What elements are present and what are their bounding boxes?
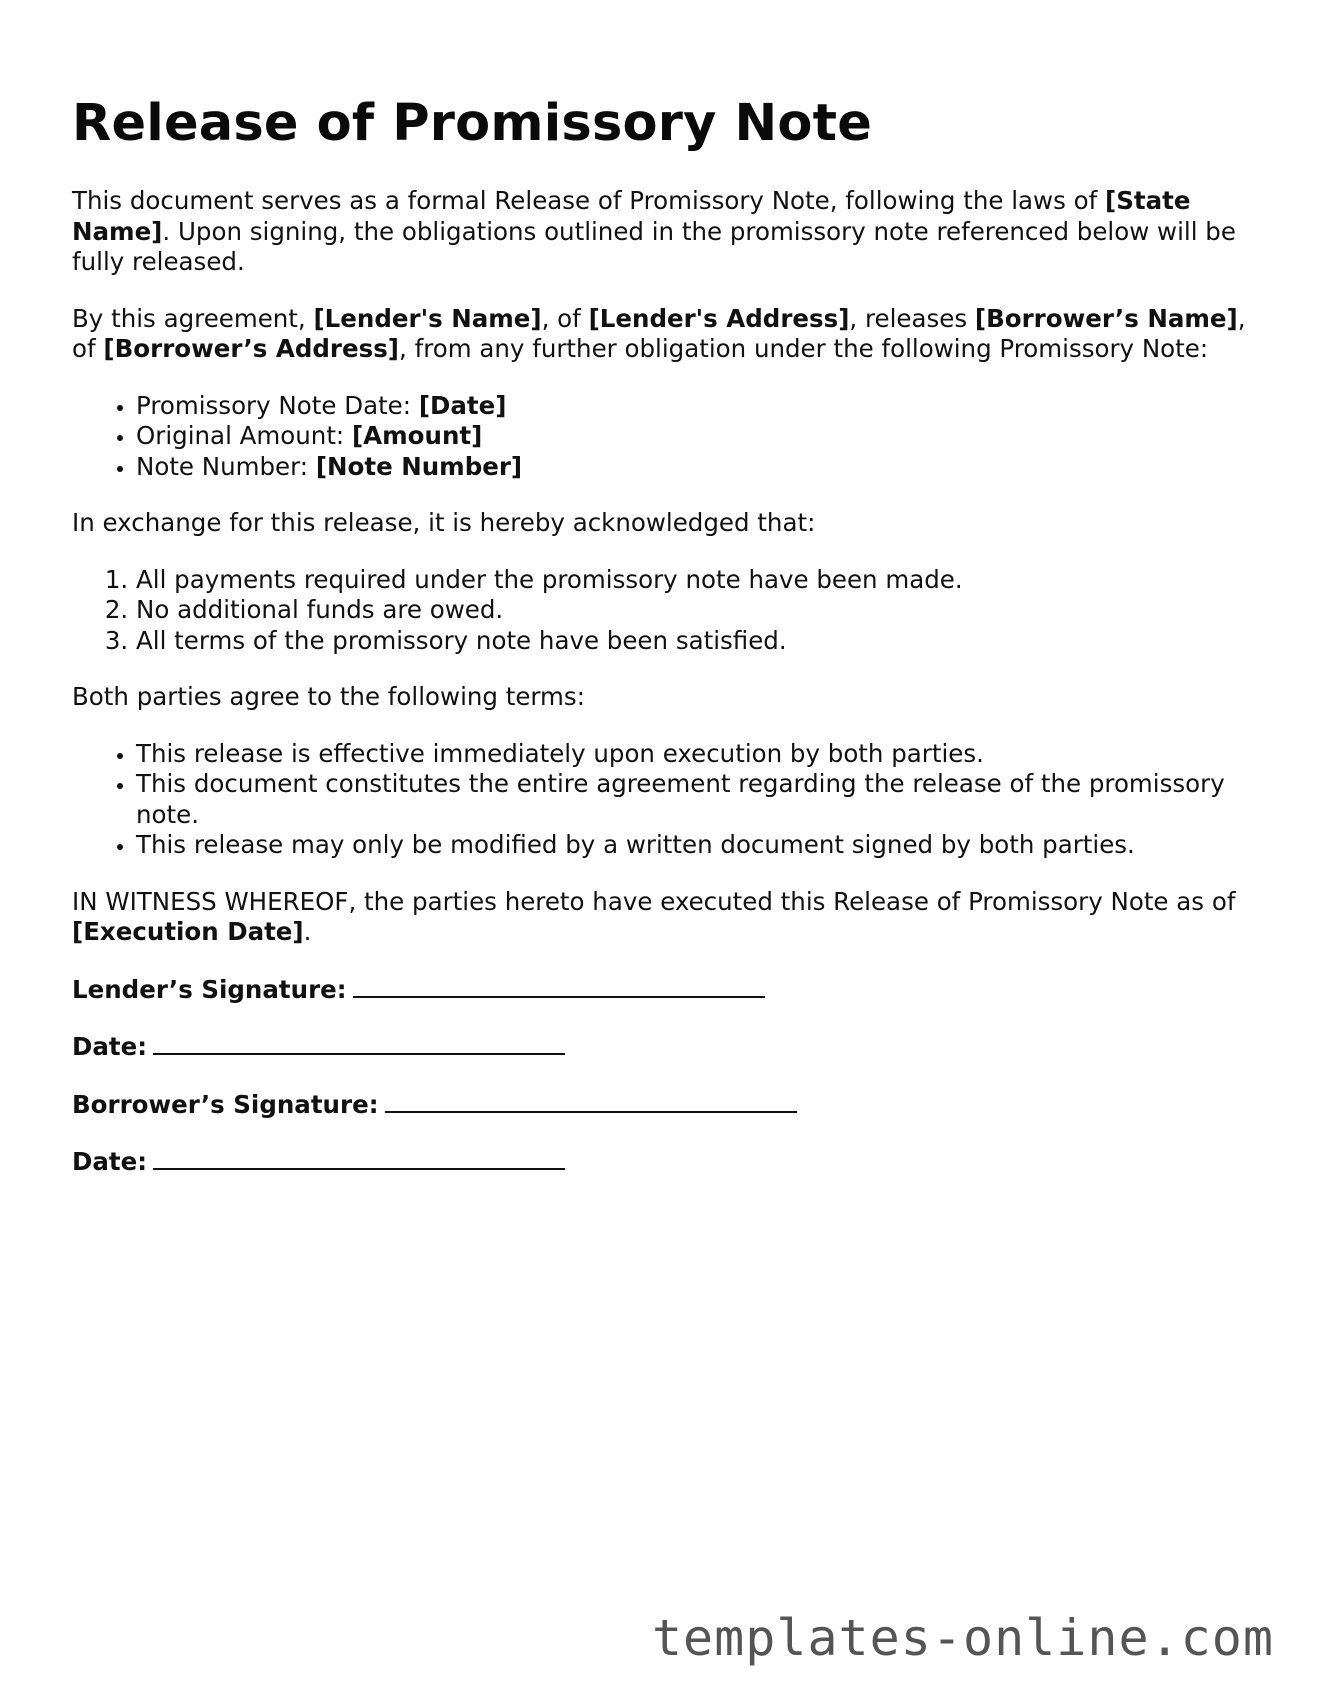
borrower-date-label: Date: (72, 1147, 147, 1176)
terms-intro: Both parties agree to the following terms: (72, 682, 585, 711)
state-name-placeholder: [State Name] (72, 186, 1191, 246)
list-item: • This release may only be modified by a written document signed by both parties. (136, 830, 1252, 861)
acknowledge-intro: In exchange for this release, it is hereby acknowledged that: (72, 508, 816, 537)
lender-signature-line[interactable] (353, 974, 765, 998)
borrower-signature-label: Borrower’s Signature: (72, 1089, 379, 1119)
list-item: 3. All terms of the promissory note have been satisfied. (136, 626, 1252, 657)
list-item: • Original Amount: [Amount] (136, 421, 1252, 452)
lender-date-label: Date: (72, 1032, 147, 1061)
borrower-signature-row (72, 1089, 1252, 1121)
document-title: Release of Promissory Note (72, 94, 873, 153)
list-item: 2. No additional funds are owed. (136, 595, 1252, 626)
list-item: 1. All payments required under the promissory note have been made. (136, 565, 1252, 596)
acknowledgements-list (72, 565, 1252, 657)
lender-name-placeholder: [Lender's Name] (313, 303, 542, 333)
witness-paragraph: IN WITNESS WHEREOF, the parties hereto have executed this Release of Promissory Note as of [Execution Date]. (72, 886, 1236, 946)
watermark-text: templates-online.com (651, 1609, 1274, 1667)
intro-paragraph: This document serves as a formal Release of Promissory Note, following the laws of [State Name]. Upon signing, the obligations outlined in the promissory note referenced below will be fully released. (72, 186, 1236, 276)
list-item: • Note Number: [Note Number] (136, 452, 1252, 483)
list-item: • This release is effective immediately upon execution by both parties. (136, 739, 1252, 770)
lender-date-line[interactable] (153, 1031, 565, 1055)
borrower-date-line[interactable] (153, 1146, 565, 1170)
execution-date-placeholder: [Execution Date] (72, 917, 304, 946)
lender-address-placeholder: [Lender's Address] (588, 303, 850, 333)
note-details-list (72, 391, 1252, 483)
terms-list (72, 739, 1252, 861)
lender-signature-label: Lender’s Signature: (72, 974, 347, 1004)
list-item: • This document constitutes the entire agreement regarding the release of the promissory note. (136, 769, 1252, 830)
borrower-date-row (72, 1146, 1252, 1178)
lender-signature-row (72, 974, 1252, 1006)
lender-date-row (72, 1031, 1252, 1063)
list-item: • Promissory Note Date: [Date] (136, 391, 1252, 422)
borrower-address-placeholder: [Borrower’s Address] (103, 334, 399, 363)
borrower-name-placeholder: [Borrower’s Name] (974, 303, 1238, 333)
borrower-signature-line[interactable] (385, 1089, 797, 1113)
document-page (72, 0, 1252, 1178)
agreement-paragraph: By this agreement, [Lender's Name], of [Lender's Address], releases [Borrower’s Name], of [Borrower’s Address], from any further obligation under the following Promissory Note: (72, 303, 1246, 363)
